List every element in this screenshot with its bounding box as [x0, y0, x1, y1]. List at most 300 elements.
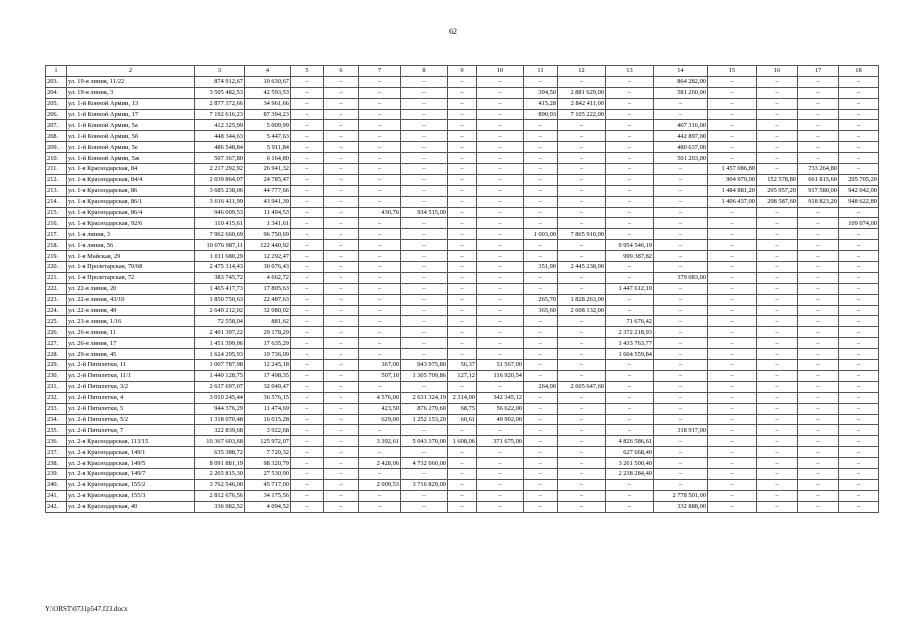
value-cell: 3 616 411,99	[195, 196, 245, 207]
value-cell: –	[448, 447, 477, 458]
value-cell: –	[798, 338, 839, 349]
value-cell: 12 292,47	[245, 251, 291, 262]
value-cell: –	[291, 360, 324, 371]
value-cell: –	[291, 338, 324, 349]
value-cell: 4 662,72	[245, 272, 291, 283]
value-cell: –	[708, 305, 757, 316]
value-cell: 943 975,80	[401, 360, 448, 371]
value-cell: –	[757, 327, 798, 338]
value-cell: –	[291, 294, 324, 305]
header-row	[46, 66, 879, 77]
value-cell: –	[324, 501, 359, 512]
value-cell: –	[448, 174, 477, 185]
value-cell: 24 785,47	[245, 174, 291, 185]
value-cell: –	[324, 185, 359, 196]
value-cell: –	[839, 272, 879, 283]
value-cell: –	[558, 414, 606, 425]
value-cell: –	[558, 218, 606, 229]
value-cell: –	[558, 403, 606, 414]
address-cell: ул. 1-й Конной Армии, 5а	[67, 120, 195, 131]
value-cell: 442 897,00	[654, 131, 708, 142]
value-cell: –	[324, 251, 359, 262]
value-cell: –	[839, 425, 879, 436]
value-cell: 581 260,00	[654, 87, 708, 98]
value-cell: –	[291, 490, 324, 501]
value-cell: –	[654, 414, 708, 425]
value-cell: –	[839, 490, 879, 501]
row-number-cell: 227.	[46, 338, 67, 349]
table-row	[46, 207, 879, 218]
value-cell: 7 865 910,00	[558, 229, 606, 240]
table-row	[46, 98, 879, 109]
value-cell: –	[654, 360, 708, 371]
value-cell: –	[477, 316, 524, 327]
value-cell: 11 474,69	[245, 403, 291, 414]
value-cell: –	[477, 98, 524, 109]
value-cell: –	[477, 120, 524, 131]
value-cell: –	[448, 272, 477, 283]
value-cell: –	[477, 294, 524, 305]
value-cell: –	[401, 272, 448, 283]
row-number-cell: 221.	[46, 272, 67, 283]
value-cell: –	[291, 349, 324, 360]
value-cell: 1 433 763,77	[606, 338, 654, 349]
value-cell: –	[606, 109, 654, 120]
value-cell: –	[401, 425, 448, 436]
value-cell: –	[558, 251, 606, 262]
value-cell: –	[839, 370, 879, 381]
address-cell: ул. 22-я линия, 20	[67, 283, 195, 294]
address-cell: ул. 1-я Краснодарская, 86/4	[67, 207, 195, 218]
row-number-cell: 231.	[46, 381, 67, 392]
value-cell: –	[654, 164, 708, 175]
value-cell: –	[708, 360, 757, 371]
value-cell: 918 823,20	[798, 196, 839, 207]
value-cell: –	[401, 76, 448, 87]
value-cell: 318 917,00	[654, 425, 708, 436]
value-cell: –	[606, 98, 654, 109]
value-cell: –	[606, 381, 654, 392]
value-cell: 44 777,66	[245, 185, 291, 196]
value-cell: –	[324, 153, 359, 164]
row-number-cell: 207.	[46, 120, 67, 131]
value-cell: –	[291, 120, 324, 131]
value-cell: –	[359, 164, 401, 175]
value-cell: –	[606, 153, 654, 164]
value-cell: 1 451 399,06	[195, 338, 245, 349]
value-cell: –	[654, 436, 708, 447]
value-cell: –	[401, 240, 448, 251]
value-cell: 948 622,80	[839, 196, 879, 207]
value-cell: –	[291, 174, 324, 185]
value-cell: –	[654, 294, 708, 305]
value-cell: 1 305 709,86	[401, 370, 448, 381]
value-cell: –	[359, 316, 401, 327]
value-cell: –	[291, 98, 324, 109]
value-cell: –	[839, 76, 879, 87]
address-cell: ул. 2-й Пятилетки, 11	[67, 360, 195, 371]
value-cell: 49 902,00	[477, 414, 524, 425]
value-cell: –	[558, 185, 606, 196]
value-cell: –	[757, 142, 798, 153]
value-cell: –	[606, 174, 654, 185]
value-cell: –	[324, 414, 359, 425]
value-cell: –	[291, 87, 324, 98]
value-cell: 152 578,80	[757, 174, 798, 185]
value-cell: –	[291, 207, 324, 218]
value-cell: 946 009,53	[195, 207, 245, 218]
address-cell: ул. 29-я линия, 45	[67, 349, 195, 360]
value-cell: –	[708, 153, 757, 164]
column-header: 8	[401, 66, 448, 77]
column-header: 18	[839, 66, 879, 77]
value-cell: –	[524, 349, 558, 360]
table-row	[46, 316, 879, 327]
value-cell: –	[708, 272, 757, 283]
value-cell: –	[401, 164, 448, 175]
table-row	[46, 262, 879, 273]
value-cell: –	[839, 316, 879, 327]
value-cell: 661 815,60	[798, 174, 839, 185]
value-cell: –	[606, 207, 654, 218]
value-cell: –	[448, 196, 477, 207]
value-cell: –	[654, 327, 708, 338]
value-cell: –	[324, 120, 359, 131]
address-cell: ул. 1-й Конной Армии, 13	[67, 98, 195, 109]
value-cell: –	[291, 316, 324, 327]
value-cell: –	[654, 338, 708, 349]
value-cell: –	[291, 109, 324, 120]
value-cell: –	[839, 240, 879, 251]
value-cell: 412 325,99	[195, 120, 245, 131]
address-cell: ул. 2-й Пятилетки, 5/2	[67, 414, 195, 425]
value-cell: –	[839, 458, 879, 469]
value-cell: –	[708, 327, 757, 338]
value-cell: 127,12	[448, 370, 477, 381]
value-cell: 122 440,92	[245, 240, 291, 251]
value-cell: 448 344,63	[195, 131, 245, 142]
value-cell: –	[757, 109, 798, 120]
address-cell: ул. 26-я линия, 11	[67, 327, 195, 338]
row-number-cell: 232.	[46, 392, 67, 403]
table-row	[46, 120, 879, 131]
value-cell: –	[558, 338, 606, 349]
value-cell: –	[524, 501, 558, 512]
column-header: 1	[46, 66, 67, 77]
value-cell: –	[477, 164, 524, 175]
value-cell: –	[654, 381, 708, 392]
value-cell: –	[401, 153, 448, 164]
value-cell: –	[606, 120, 654, 131]
value-cell: 1 341,61	[245, 218, 291, 229]
value-cell: –	[839, 142, 879, 153]
value-cell: –	[798, 251, 839, 262]
value-cell: –	[359, 229, 401, 240]
value-cell: –	[839, 501, 879, 512]
value-cell: –	[524, 338, 558, 349]
value-cell: –	[798, 447, 839, 458]
value-cell: –	[291, 251, 324, 262]
value-cell: –	[606, 196, 654, 207]
value-cell: –	[654, 447, 708, 458]
value-cell: –	[708, 349, 757, 360]
value-cell: –	[606, 370, 654, 381]
value-cell: –	[359, 142, 401, 153]
value-cell: –	[448, 381, 477, 392]
value-cell: 72 558,04	[195, 316, 245, 327]
address-cell: ул. 1-я Пролетарская, 72	[67, 272, 195, 283]
value-cell: –	[291, 436, 324, 447]
value-cell: –	[524, 458, 558, 469]
value-cell: –	[359, 425, 401, 436]
value-cell: –	[798, 120, 839, 131]
row-number-cell: 226.	[46, 327, 67, 338]
value-cell: 1 608,06	[448, 436, 477, 447]
value-cell: –	[324, 425, 359, 436]
value-cell: 3 716 829,00	[401, 479, 448, 490]
table-row	[46, 479, 879, 490]
value-cell: –	[558, 458, 606, 469]
value-cell: –	[708, 294, 757, 305]
value-cell: –	[359, 76, 401, 87]
value-cell: 2 881 629,00	[558, 87, 606, 98]
value-cell: –	[839, 468, 879, 479]
value-cell: –	[359, 131, 401, 142]
value-cell: –	[477, 229, 524, 240]
value-cell: –	[839, 283, 879, 294]
value-cell: –	[839, 338, 879, 349]
value-cell: –	[798, 76, 839, 87]
value-cell: 904 979,00	[708, 174, 757, 185]
value-cell: –	[401, 305, 448, 316]
value-cell: –	[324, 142, 359, 153]
value-cell: –	[654, 196, 708, 207]
address-cell: ул. 2-я Краснодарская, 149/5	[67, 458, 195, 469]
row-number-cell: 242.	[46, 501, 67, 512]
value-cell: –	[359, 305, 401, 316]
address-cell: ул. 2-я Краснодарская, 155/2	[67, 479, 195, 490]
page-number: 62	[449, 27, 457, 36]
value-cell: –	[757, 447, 798, 458]
value-cell: 98 320,79	[245, 458, 291, 469]
value-cell: –	[448, 294, 477, 305]
value-cell: –	[448, 349, 477, 360]
value-cell: –	[524, 490, 558, 501]
value-cell: 68,75	[448, 403, 477, 414]
row-number-cell: 234.	[46, 414, 67, 425]
value-cell: 322 839,68	[195, 425, 245, 436]
value-cell: –	[606, 392, 654, 403]
column-header: 10	[477, 66, 524, 77]
value-cell: –	[558, 349, 606, 360]
value-cell: –	[757, 501, 798, 512]
value-cell: –	[324, 381, 359, 392]
value-cell: 32 049,47	[245, 381, 291, 392]
value-cell: –	[839, 164, 879, 175]
value-cell: –	[708, 458, 757, 469]
value-cell: 10 367 603,68	[195, 436, 245, 447]
value-cell: 295 957,20	[757, 185, 798, 196]
table-row	[46, 338, 879, 349]
value-cell: –	[757, 87, 798, 98]
row-number-cell: 235.	[46, 425, 67, 436]
value-cell: –	[477, 196, 524, 207]
address-cell: ул. 1-я Краснодарская, 86/1	[67, 196, 195, 207]
value-cell: –	[477, 479, 524, 490]
value-cell: –	[291, 381, 324, 392]
value-cell: –	[401, 109, 448, 120]
value-cell: –	[524, 414, 558, 425]
value-cell: –	[448, 305, 477, 316]
column-header: 2	[67, 66, 195, 77]
value-cell: –	[401, 327, 448, 338]
value-cell: –	[324, 468, 359, 479]
value-cell: –	[477, 327, 524, 338]
table-row	[46, 425, 879, 436]
value-cell: 10 630,67	[245, 76, 291, 87]
value-cell: 944 376,29	[195, 403, 245, 414]
value-cell: –	[839, 109, 879, 120]
value-cell: 2 445 238,00	[558, 262, 606, 273]
column-header: 16	[757, 66, 798, 77]
value-cell: –	[839, 447, 879, 458]
value-cell: –	[606, 229, 654, 240]
value-cell: –	[291, 131, 324, 142]
value-cell: –	[477, 425, 524, 436]
value-cell: –	[558, 360, 606, 371]
register-table	[45, 65, 879, 513]
value-cell: –	[798, 360, 839, 371]
value-cell: 5 911,84	[245, 142, 291, 153]
value-cell: 1 447 612,10	[606, 283, 654, 294]
address-cell: ул. 1-я Краснодарская, 84/4	[67, 174, 195, 185]
value-cell: –	[757, 262, 798, 273]
value-cell: –	[324, 109, 359, 120]
value-cell: –	[448, 316, 477, 327]
value-cell: –	[606, 305, 654, 316]
value-cell: –	[708, 218, 757, 229]
address-cell: ул. 26-я линия, 17	[67, 338, 195, 349]
value-cell: 6 164,80	[245, 153, 291, 164]
address-cell: ул. 1-я линия, 3	[67, 229, 195, 240]
row-number-cell: 222.	[46, 283, 67, 294]
value-cell: –	[401, 490, 448, 501]
value-cell: –	[524, 174, 558, 185]
value-cell: 9 954 546,19	[606, 240, 654, 251]
value-cell: –	[558, 207, 606, 218]
value-cell: –	[291, 392, 324, 403]
table-row	[46, 76, 879, 87]
value-cell: –	[839, 327, 879, 338]
address-cell: ул. 2-й Пятилетки, 4	[67, 392, 195, 403]
value-cell: –	[477, 174, 524, 185]
value-cell: 32 080,02	[245, 305, 291, 316]
value-cell: 890,03	[524, 109, 558, 120]
column-header: 11	[524, 66, 558, 77]
value-cell: –	[291, 425, 324, 436]
table-row	[46, 174, 879, 185]
value-cell: –	[448, 240, 477, 251]
value-cell: –	[401, 316, 448, 327]
value-cell: –	[324, 349, 359, 360]
value-cell: –	[324, 360, 359, 371]
value-cell: –	[654, 316, 708, 327]
value-cell: –	[757, 305, 798, 316]
value-cell: –	[324, 338, 359, 349]
table-row	[46, 349, 879, 360]
value-cell: 45 717,00	[245, 479, 291, 490]
value-cell: 342 345,12	[477, 392, 524, 403]
value-cell: 999 387,82	[606, 251, 654, 262]
value-cell: –	[524, 392, 558, 403]
value-cell: 423,50	[359, 403, 401, 414]
value-cell: 12 245,18	[245, 360, 291, 371]
value-cell: 4 826 586,61	[606, 436, 654, 447]
value-cell: –	[839, 98, 879, 109]
value-cell: 501 203,00	[654, 153, 708, 164]
row-number-cell: 213.	[46, 185, 67, 196]
value-cell: 2 842 411,00	[558, 98, 606, 109]
value-cell: –	[477, 501, 524, 512]
value-cell: –	[401, 501, 448, 512]
value-cell: –	[839, 262, 879, 273]
value-cell: –	[477, 153, 524, 164]
value-cell: –	[798, 316, 839, 327]
value-cell: 415,28	[524, 98, 558, 109]
value-cell: –	[359, 120, 401, 131]
column-header: 5	[291, 66, 324, 77]
value-cell: 934 515,00	[401, 207, 448, 218]
value-cell: –	[524, 251, 558, 262]
value-cell: –	[839, 479, 879, 490]
value-cell: –	[359, 196, 401, 207]
value-cell: –	[708, 316, 757, 327]
address-cell: ул. 1-й Конной Армии, 5е	[67, 142, 195, 153]
value-cell: –	[798, 501, 839, 512]
value-cell: –	[477, 305, 524, 316]
value-cell: –	[524, 207, 558, 218]
value-cell: –	[291, 403, 324, 414]
value-cell: –	[708, 468, 757, 479]
value-cell: –	[708, 381, 757, 392]
value-cell: 2 428,06	[359, 458, 401, 469]
value-cell: –	[359, 153, 401, 164]
value-cell: –	[291, 164, 324, 175]
value-cell: –	[477, 283, 524, 294]
value-cell: –	[798, 142, 839, 153]
value-cell: –	[654, 240, 708, 251]
value-cell: –	[324, 458, 359, 469]
value-cell: –	[839, 207, 879, 218]
value-cell: –	[359, 447, 401, 458]
row-number-cell: 237.	[46, 447, 67, 458]
row-number-cell: 239.	[46, 468, 67, 479]
address-cell: ул. 1-й Конной Армии, 17	[67, 109, 195, 120]
value-cell: –	[798, 98, 839, 109]
value-cell: –	[359, 283, 401, 294]
value-cell: –	[798, 305, 839, 316]
row-number-cell: 238.	[46, 458, 67, 469]
value-cell: 365,60	[524, 305, 558, 316]
value-cell: –	[524, 447, 558, 458]
table-row	[46, 153, 879, 164]
value-cell: 881,62	[245, 316, 291, 327]
value-cell: –	[448, 87, 477, 98]
value-cell: –	[448, 164, 477, 175]
value-cell: 2 631 324,19	[401, 392, 448, 403]
value-cell: –	[654, 458, 708, 469]
value-cell: –	[757, 76, 798, 87]
